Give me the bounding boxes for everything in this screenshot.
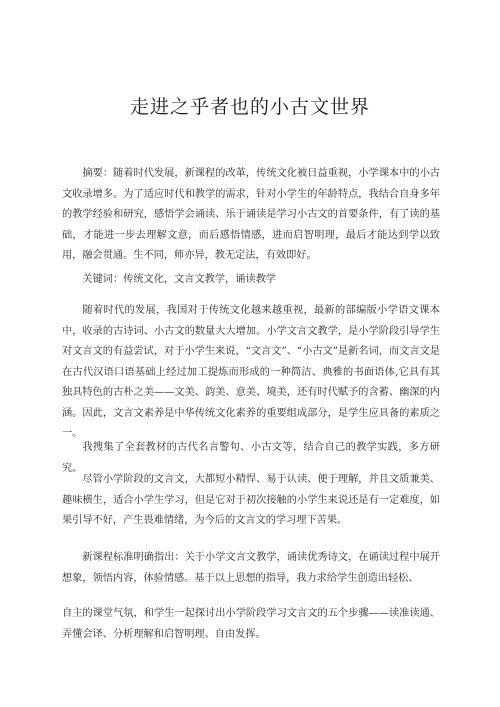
- body-paragraph: 我搜集了全套教材的古代名言警句、小古文等，结合自己的教学实践，多方研究。: [62, 442, 440, 474]
- document-title: 走进之乎者也的小古文世界: [129, 96, 370, 118]
- body-paragraph: 自主的课堂气氛，和学生一起探讨出小学阶段学习文言文的五个步骤——读准读通、弄懂会译、分析理解和启智明理、自由发挥。: [62, 608, 440, 640]
- body-paragraph: 尽管小学阶段的文言文，大都短小精悍、易于认读、便于理解，并且文质兼美、趣味横生，适合小学生学习，但是它对于初次接触的小学生来说还是有一定难度，如果引导不好，产生畏难情绪，为今后的文言文的学习埋下苦果。: [62, 474, 440, 526]
- abstract-paragraph: 摘要：随着时代发展，新课程的改革，传统文化被日益重视，小学课本中的小古文收录增多。为了适应时代和教学的需求，针对小学生的年龄特点，我结合自身多年的教学经验和研究，感悟学会诵读、乐于诵读是学习小古文的首要条件，有了读的基础，才能进一步去理解文意，而后感悟情感，进而启智明理，最后才能达到学以致用，融会贯通。生不同，师亦异，教无定法，有效即好。: [62, 168, 440, 261]
- body-paragraph: 新课程标准明确指出：关于小学文言文教学，诵读优秀诗文，在诵读过程中展开想象，领悟内容，体验情感。基于以上思想的指导，我力求给学生创造出轻松、: [62, 552, 440, 584]
- keywords-paragraph: 关键词：传统文化，文言文教学，诵读教学: [82, 274, 276, 285]
- body-paragraph: 随着时代的发展，我国对于传统文化越来越重视，最新的部编版小学语文课本中，收录的古诗词、小古文的数量大大增加。小学文言文教学，是小学阶段引导学生对文言文的有益尝试，对于小学生来说，“文言文”、“小古文”是新名词，而文言文是在古代汉语口语基础上经过加工提炼而形成的一种简洁、典雅的书面语体,它具有其独具特色的古朴之美——文美、韵美、意美、境美，还有时代赋予的含蓄、幽深的内涵。因此，文言文素养是中华传统文化素养的重要组成部分，是学生应具备的素质之一。: [62, 305, 440, 439]
